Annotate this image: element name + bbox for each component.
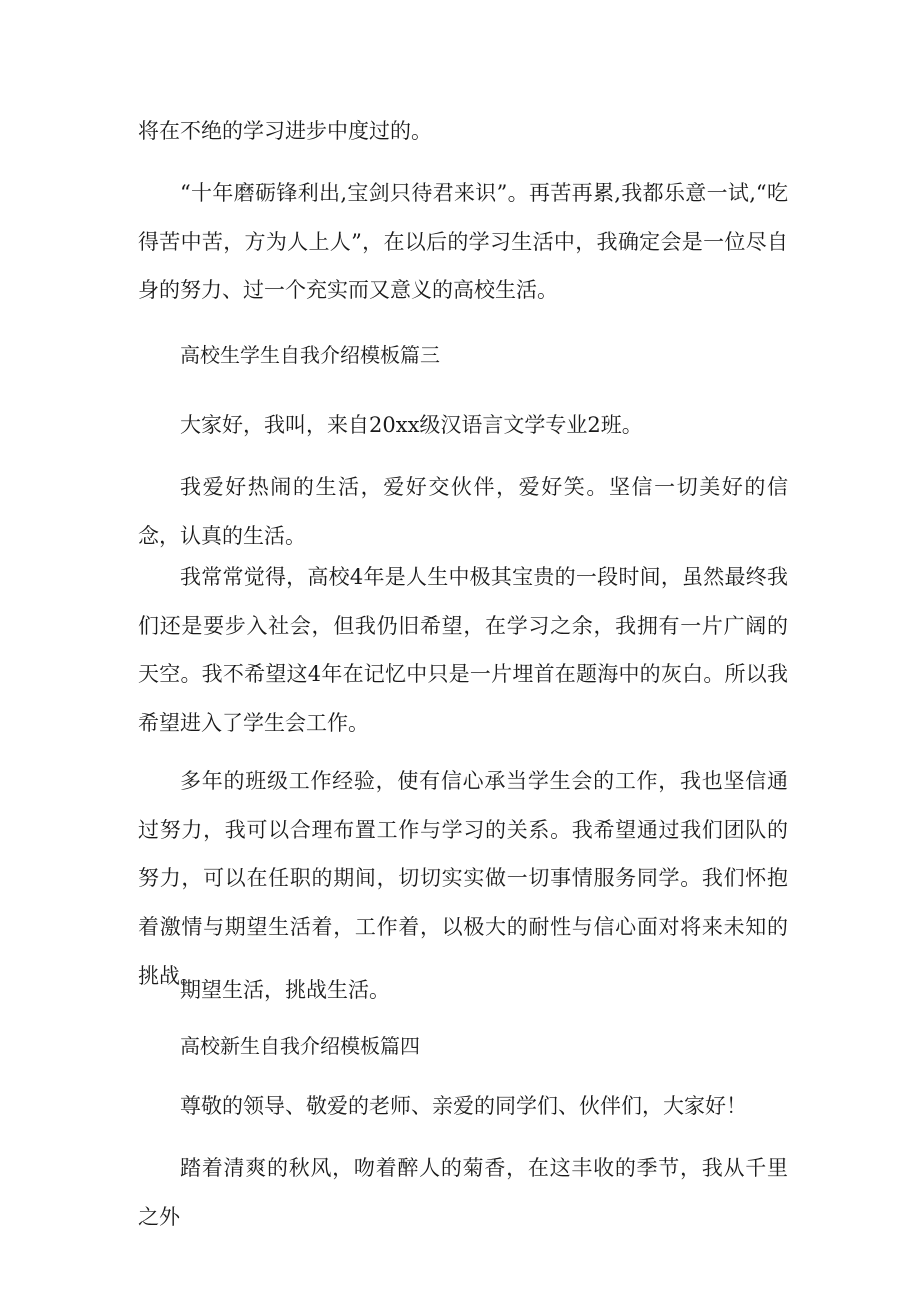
paragraph-university-years: 我常常觉得，高校4年是人生中极其宝贵的一段时间，虽然最终我们还是要步入社会，但我仍旧希望，在学习之余，我拥有一片广阔的天空。我不希望这4年在记忆中只是一片埋首在题海中的灰白。所以我希望进入了学生会工作。 [138,565,788,736]
section-heading-part-three: 高校生学生自我介绍模板篇三 [180,343,440,367]
paragraph-hobbies: 我爱好热闹的生活，爱好交伙伴，爱好笑。坚信一切美好的信念，认真的生活。 [138,475,788,548]
paragraph-motto-short: 期望生活，挑战生活。 [180,978,390,1002]
paragraph-continuation: 将在不绝的学习进步中度过的。 [138,119,432,143]
paragraph-motto: “十年磨砺锋利出,宝剑只待君来识”。再苦再累,我都乐意一试,“吃得苦中苦，方为人上人”，在以后的学习生活中，我确定会是一位尽自身的努力、过一个充实而又意义的高校生活。 [138,181,788,303]
paragraph-work-experience: 多年的班级工作经验，使有信心承当学生会的工作，我也坚信通过努力，我可以合理布置工作与学习的关系。我希望通过我们团队的努力，可以在任职的期间，切切实实做一切事情服务同学。我们怀抱着激情与期望生活着，工作着，以极大的耐性与信心面对将来未知的挑战。 [138,769,788,988]
paragraph-autumn-intro: 踏着清爽的秋风，吻着醉人的菊香，在这丰收的季节，我从千里之外 [138,1156,788,1229]
paragraph-greeting: 大家好，我叫，来自20xx级汉语言文学专业2班。 [180,413,643,437]
paragraph-salutation: 尊敬的领导、敬爱的老师、亲爱的同学们、伙伴们，大家好！ [180,1094,747,1118]
section-heading-part-four: 高校新生自我介绍模板篇四 [180,1034,420,1058]
